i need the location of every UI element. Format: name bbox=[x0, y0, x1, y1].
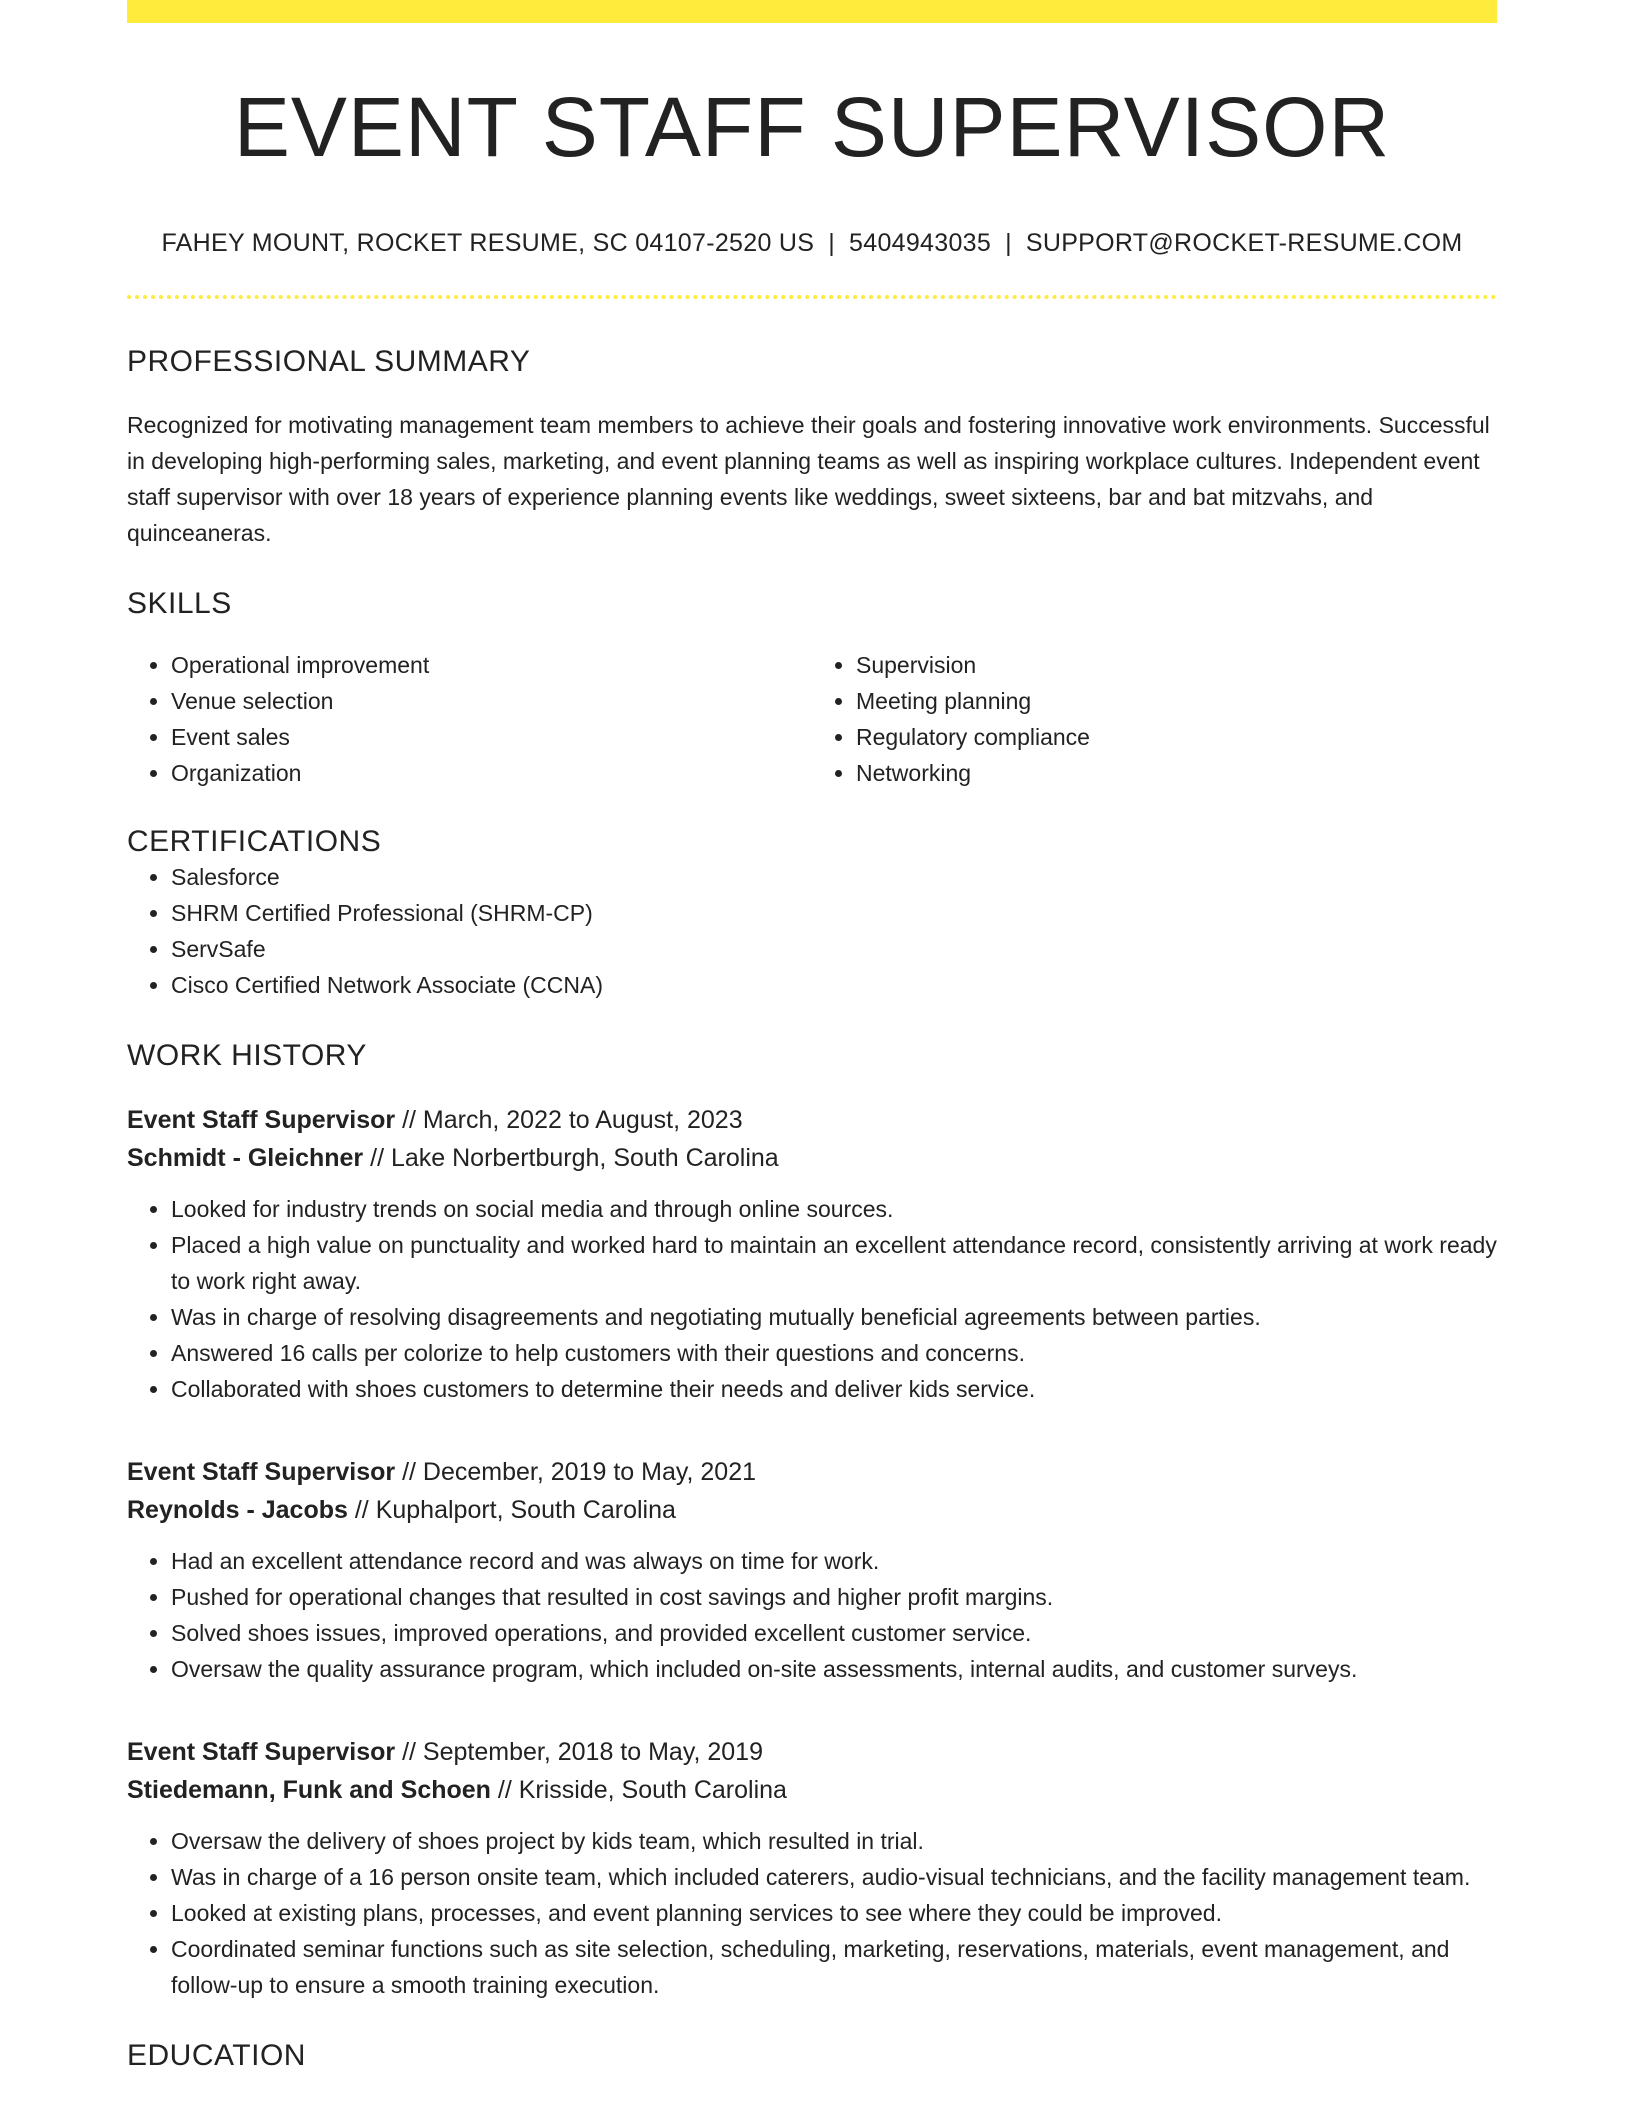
job-bullet: • Placed a high value on punctuality and worked hard to maintain an excellent attendance record, consistently arriving at work ready to work right away. bbox=[171, 1227, 1497, 1299]
candidate-name: EVENT STAFF SUPERVISOR bbox=[233, 80, 1391, 174]
job-location: // Kuphalport, South Carolina bbox=[354, 1496, 676, 1525]
job-bullet: • Was in charge of resolving disagreements and negotiating mutually beneficial agreements between parties. bbox=[171, 1299, 1497, 1335]
job-location: // Krisside, South Carolina bbox=[497, 1776, 787, 1805]
job-bullets bbox=[127, 1823, 1497, 2003]
skill-item: • Organization bbox=[171, 755, 812, 791]
job-bullet: • Coordinated seminar functions such as site selection, scheduling, marketing, reservations, materials, event management, and follow-up to ensure a smooth training execution. bbox=[171, 1931, 1497, 2003]
job-dates: // March, 2022 to August, 2023 bbox=[402, 1106, 743, 1135]
skills-list-right bbox=[812, 647, 1497, 791]
contact-phone[interactable]: 5404943035 bbox=[849, 229, 992, 258]
job-bullet: • Looked for industry trends on social media and through online sources. bbox=[171, 1191, 1497, 1227]
certifications-list bbox=[127, 859, 1497, 1003]
job-company: Schmidt - Gleichner bbox=[127, 1144, 364, 1173]
job-entry bbox=[127, 1101, 1497, 1407]
job-entry bbox=[127, 1733, 1497, 2003]
job-role: Event Staff Supervisor bbox=[127, 1458, 396, 1487]
contact-email[interactable]: SUPPORT@ROCKET-RESUME.COM bbox=[1025, 229, 1463, 258]
job-bullet: • Oversaw the delivery of shoes project by kids team, which resulted in trial. bbox=[171, 1823, 1497, 1859]
job-role-line bbox=[127, 1453, 1497, 1491]
job-entry bbox=[127, 1453, 1497, 1687]
contact-separator: | bbox=[828, 229, 836, 258]
job-role: Event Staff Supervisor bbox=[127, 1106, 396, 1135]
certification-item: • Cisco Certified Network Associate (CCNA) bbox=[171, 967, 1497, 1003]
job-role-line bbox=[127, 1101, 1497, 1139]
summary-text: Recognized for motivating management team members to achieve their goals and fostering innovative work environments. Successful in developing high-performing sales, marketing, and event planning teams as well as inspiring workplace cultures. Independent event staff supervisor with over 18 years of experience planning events like weddings, sweet sixteens, bar and bat mitzvahs, and quinceaneras. bbox=[127, 412, 1490, 547]
job-bullet: • Solved shoes issues, improved operations, and provided excellent customer service. bbox=[171, 1615, 1497, 1651]
certifications-heading: CERTIFICATIONS bbox=[127, 825, 382, 859]
accent-top-bar bbox=[127, 0, 1497, 23]
job-bullet: • Had an excellent attendance record and was always on time for work. bbox=[171, 1543, 1497, 1579]
skill-item: • Venue selection bbox=[171, 683, 812, 719]
skill-item: • Networking bbox=[856, 755, 1497, 791]
job-company-line bbox=[127, 1771, 1497, 1809]
job-company: Reynolds - Jacobs bbox=[127, 1496, 348, 1525]
skill-item: • Regulatory compliance bbox=[856, 719, 1497, 755]
job-bullet: • Was in charge of a 16 person onsite team, which included caterers, audio-visual technicians, and the facility management team. bbox=[171, 1859, 1497, 1895]
contact-line bbox=[127, 229, 1497, 258]
skills-heading: SKILLS bbox=[127, 587, 232, 621]
certification-item: • ServSafe bbox=[171, 931, 1497, 967]
contact-separator: | bbox=[1005, 229, 1012, 258]
job-company-line bbox=[127, 1139, 1497, 1177]
job-role-line bbox=[127, 1733, 1497, 1771]
job-dates: // September, 2018 to May, 2019 bbox=[402, 1738, 763, 1767]
summary-heading: PROFESSIONAL SUMMARY bbox=[127, 345, 531, 379]
skill-item: • Meeting planning bbox=[856, 683, 1497, 719]
job-dates: // December, 2019 to May, 2021 bbox=[402, 1458, 756, 1487]
contact-address: FAHEY MOUNT, ROCKET RESUME, SC 04107-2520 US bbox=[161, 229, 815, 258]
job-role: Event Staff Supervisor bbox=[127, 1738, 396, 1767]
skills-list-left bbox=[127, 647, 812, 791]
job-bullet: • Looked at existing plans, processes, and event planning services to see where they could be improved. bbox=[171, 1895, 1497, 1931]
job-company-line bbox=[127, 1491, 1497, 1529]
certification-item: • Salesforce bbox=[171, 859, 1497, 895]
job-bullet: • Collaborated with shoes customers to determine their needs and deliver kids service. bbox=[171, 1371, 1497, 1407]
job-bullets bbox=[127, 1543, 1497, 1687]
job-bullet: • Answered 16 calls per colorize to help customers with their questions and concerns. bbox=[171, 1335, 1497, 1371]
skill-item: • Operational improvement bbox=[171, 647, 812, 683]
skills-grid bbox=[127, 647, 1497, 791]
skill-item: • Event sales bbox=[171, 719, 812, 755]
work-history-heading: WORK HISTORY bbox=[127, 1039, 367, 1073]
skill-item: • Supervision bbox=[856, 647, 1497, 683]
dotted-divider bbox=[127, 295, 1497, 299]
certification-item: • SHRM Certified Professional (SHRM-CP) bbox=[171, 895, 1497, 931]
education-heading: EDUCATION bbox=[127, 2039, 306, 2073]
job-company: Stiedemann, Funk and Schoen bbox=[127, 1776, 491, 1805]
job-bullet: • Pushed for operational changes that resulted in cost savings and higher profit margins. bbox=[171, 1579, 1497, 1615]
resume-page bbox=[127, 0, 1497, 2073]
job-bullet: • Oversaw the quality assurance program, which included on-site assessments, internal audits, and customer surveys. bbox=[171, 1651, 1497, 1687]
job-location: // Lake Norbertburgh, South Carolina bbox=[370, 1144, 779, 1173]
job-bullets bbox=[127, 1191, 1497, 1407]
